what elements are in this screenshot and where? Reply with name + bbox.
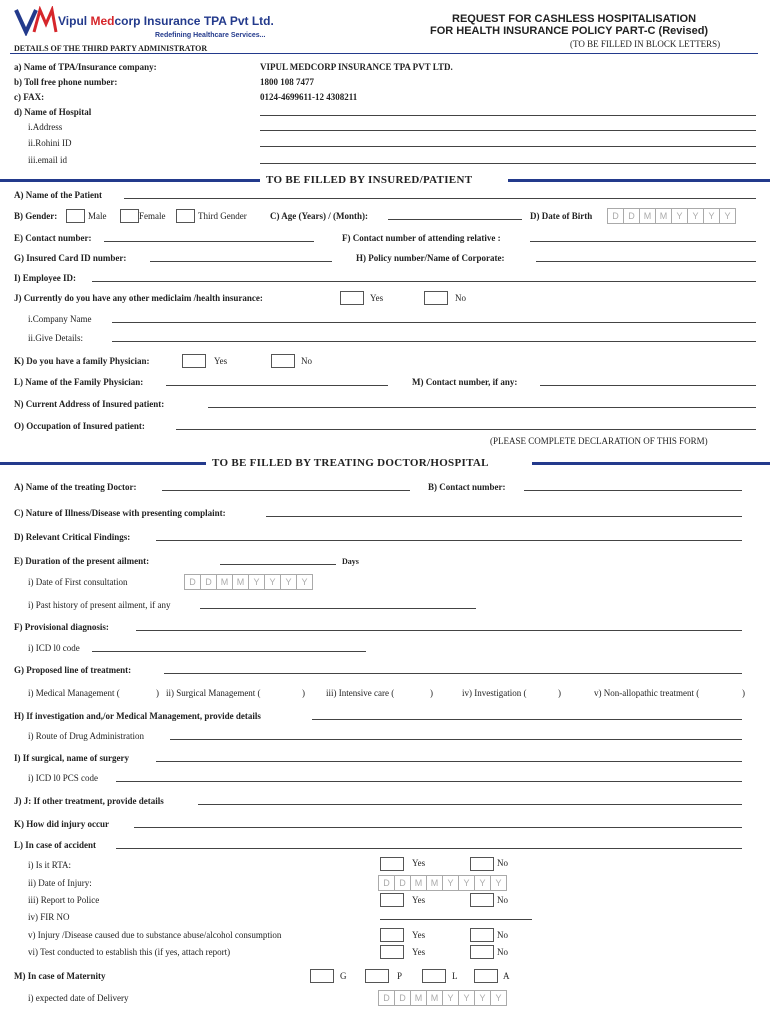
doctor-name-label: A) Name of the treating Doctor: [14, 482, 137, 492]
doctor-contact-label: B) Contact number: [428, 482, 506, 492]
illness-nature-label: C) Nature of Illness/Disease with presenting complaint: [14, 508, 226, 518]
police-report-no-label: No [497, 895, 508, 905]
maternity-g-label: G [340, 971, 347, 981]
policy-number-label: H) Policy number/Name of Corporate: [356, 253, 505, 263]
first-consultation-label: i) Date of First consultation [28, 577, 128, 587]
gender-label: B) Gender: [14, 211, 58, 221]
maternity-p-box[interactable] [365, 969, 389, 983]
icd10-code-label: i) ICD l0 code [28, 643, 80, 653]
rohini-id-label: ii.Rohini ID [28, 138, 72, 148]
expected-delivery-date-field[interactable]: D D M M Y Y Y Y [378, 990, 507, 1006]
insured-section-title: TO BE FILLED BY INSURED/PATIENT [266, 174, 473, 186]
family-physician-yes-checkbox[interactable] [182, 354, 206, 368]
give-details-field[interactable] [112, 341, 756, 342]
occupation-label: O) Occupation of Insured patient: [14, 421, 145, 431]
company-logo [14, 6, 58, 36]
tpa-name-label: a) Name of TPA/Insurance company: [14, 62, 157, 72]
contact-number-field[interactable] [104, 241, 314, 242]
fax-label: c) FAX: [14, 92, 45, 102]
treatment-surgical-label: ii) Surgical Management ( [166, 688, 261, 698]
investigation-details-field[interactable] [312, 719, 742, 720]
other-insurance-yes-label: Yes [370, 293, 384, 303]
age-field[interactable] [388, 219, 522, 220]
drug-route-field[interactable] [170, 739, 742, 740]
fir-number-label: iv) FIR NO [28, 912, 70, 922]
maternity-label: M) In case of Maternity [14, 971, 106, 981]
relative-contact-label: F) Contact number of attending relative : [342, 233, 501, 243]
test-conducted-no-checkbox[interactable] [470, 945, 494, 959]
policy-number-field[interactable] [536, 261, 756, 262]
dob-date-field[interactable]: D D M M Y Y Y Y [607, 208, 736, 224]
card-id-label: G) Insured Card ID number: [14, 253, 127, 263]
gender-third-label: Third Gender [198, 211, 247, 221]
dob-label: D) Date of Birth [530, 211, 593, 221]
other-insurance-no-checkbox[interactable] [424, 291, 448, 305]
hospital-address-field[interactable] [260, 130, 756, 131]
rohini-id-field[interactable] [260, 146, 756, 147]
current-address-field[interactable] [208, 407, 756, 408]
doctor-contact-field[interactable] [524, 490, 742, 491]
tpa-name-value: VIPUL MEDCORP INSURANCE TPA PVT LTD. [260, 62, 453, 72]
test-conducted-yes-label: Yes [412, 947, 426, 957]
expected-delivery-label: i) expected date of Delivery [28, 993, 129, 1003]
contact-number-label: E) Contact number: [14, 233, 92, 243]
substance-abuse-no-checkbox[interactable] [470, 928, 494, 942]
age-label: C) Age (Years) / (Month): [270, 211, 368, 221]
test-conducted-yes-checkbox[interactable] [380, 945, 404, 959]
icd10-pcs-label: i) ICD l0 PCS code [28, 773, 99, 783]
other-treatment-field[interactable] [198, 804, 742, 805]
treatment-surgical-close[interactable]: ) [302, 688, 305, 698]
first-consultation-date-field[interactable]: D D M M Y Y Y Y [184, 574, 313, 590]
company-tagline: Redefining Healthcare Services... [155, 32, 266, 39]
rta-yes-checkbox[interactable] [380, 857, 404, 871]
tpa-details-heading: DETAILS OF THE THIRD PARTY ADMINISTRATOR [14, 44, 208, 53]
doctor-section-bar-left [0, 462, 206, 465]
ailment-duration-days: Days [342, 557, 359, 566]
treatment-nonallopathic-label: v) Non-allopathic treatment ( [594, 688, 700, 698]
other-insurance-yes-checkbox[interactable] [340, 291, 364, 305]
proposed-treatment-label: G) Proposed line of treatment: [14, 665, 132, 675]
substance-abuse-no-label: No [497, 930, 508, 940]
hospital-address-label: i.Address [28, 122, 63, 132]
maternity-l-label: L [452, 971, 458, 981]
accident-label: L) In case of accident [14, 840, 96, 850]
injury-occurrence-label: K) How did injury occur [14, 819, 110, 829]
accident-field[interactable] [116, 848, 742, 849]
family-physician-label: K) Do you have a family Physician: [14, 356, 150, 366]
declaration-note: (PLEASE COMPLETE DECLARATION OF THIS FORM) [490, 436, 708, 446]
injury-date-field[interactable]: D D M M Y Y Y Y [378, 875, 507, 891]
injury-date-label: ii) Date of Injury: [28, 878, 92, 888]
current-address-label: N) Current Address of Insured patient: [14, 399, 165, 409]
other-insurance-no-label: No [455, 293, 466, 303]
patient-name-field[interactable] [124, 198, 756, 199]
hospital-name-label: d) Name of Hospital [14, 107, 92, 117]
other-treatment-label: J) J: If other treatment, provide details [14, 796, 164, 806]
maternity-a-label: A [503, 971, 510, 981]
card-id-field[interactable] [150, 261, 332, 262]
maternity-l-box[interactable] [422, 969, 446, 983]
maternity-g-box[interactable] [310, 969, 334, 983]
family-physician-name-label: L) Name of the Family Physician: [14, 377, 144, 387]
maternity-a-box[interactable] [474, 969, 498, 983]
substance-abuse-yes-checkbox[interactable] [380, 928, 404, 942]
physician-contact-field[interactable] [540, 385, 756, 386]
form-title-line1: REQUEST FOR CASHLESS HOSPITALISATION [452, 13, 697, 25]
test-conducted-no-label: No [497, 947, 508, 957]
doctor-section-bar-right [532, 462, 770, 465]
employee-id-label: I) Employee ID: [14, 273, 76, 283]
company-name-label: i.Company Name [28, 314, 92, 324]
past-history-field[interactable] [200, 608, 476, 609]
police-report-yes-checkbox[interactable] [380, 893, 404, 907]
surgery-name-label: I) If surgical, name of surgery [14, 753, 129, 763]
injury-occurrence-field[interactable] [134, 827, 742, 828]
fir-number-field[interactable] [380, 919, 532, 920]
insured-section-bar-left [0, 179, 260, 182]
treatment-intensive-close[interactable]: ) [430, 688, 433, 698]
header-divider [10, 53, 758, 54]
ailment-duration-field[interactable] [220, 564, 336, 565]
treatment-medical-close[interactable]: ) [156, 688, 159, 698]
police-report-no-checkbox[interactable] [470, 893, 494, 907]
patient-name-label: A) Name of the Patient [14, 190, 102, 200]
rta-no-label: No [497, 858, 508, 868]
email-id-field[interactable] [260, 163, 756, 164]
treatment-nonallopathic-close[interactable]: ) [742, 688, 745, 698]
critical-findings-field[interactable] [156, 540, 742, 541]
toll-free-label: b) Toll free phone number: [14, 77, 118, 87]
fax-value: 0124-4699611-12 4308211 [260, 92, 358, 102]
gender-male-label: Male [88, 211, 107, 221]
company-name-field[interactable] [112, 322, 756, 323]
other-insurance-label: J) Currently do you have any other mediclaim /health insurance: [14, 293, 263, 303]
icd10-code-field[interactable] [92, 651, 366, 652]
police-report-yes-label: Yes [412, 895, 426, 905]
illness-nature-field[interactable] [266, 516, 742, 517]
substance-abuse-label: v) Injury /Disease caused due to substance abuse/alcohol consumption [28, 930, 282, 940]
icd10-pcs-field[interactable] [116, 781, 742, 782]
proposed-treatment-field[interactable] [164, 673, 742, 674]
treatment-investigation-close[interactable]: ) [558, 688, 561, 698]
drug-route-label: i) Route of Drug Administration [28, 731, 144, 741]
family-physician-no-checkbox[interactable] [271, 354, 295, 368]
family-physician-yes-label: Yes [214, 356, 228, 366]
insured-section-bar-right [508, 179, 770, 182]
relative-contact-field[interactable] [530, 241, 756, 242]
treatment-investigation-label: iv) Investigation ( [462, 688, 527, 698]
employee-id-field[interactable] [92, 281, 756, 282]
doctor-name-field[interactable] [162, 490, 410, 491]
give-details-label: ii.Give Details: [28, 333, 83, 343]
maternity-p-label: P [397, 971, 403, 981]
investigation-details-label: H) If investigation and,/or Medical Management, provide details [14, 711, 261, 721]
family-physician-name-field[interactable] [166, 385, 388, 386]
provisional-diagnosis-field[interactable] [136, 630, 742, 631]
doctor-section-title: TO BE FILLED BY TREATING DOCTOR/HOSPITAL [212, 457, 489, 469]
gender-male-checkbox[interactable] [66, 209, 85, 223]
rta-label: i) Is it RTA: [28, 860, 71, 870]
surgery-name-field[interactable] [156, 761, 742, 762]
email-id-label: iii.email id [28, 155, 67, 165]
occupation-field[interactable] [176, 429, 756, 430]
rta-yes-label: Yes [412, 858, 426, 868]
past-history-label: i) Past history of present ailment, if any [28, 600, 171, 610]
physician-contact-label: M) Contact number, if any: [412, 377, 518, 387]
test-conducted-label: vi) Test conducted to establish this (if yes, attach report) [28, 947, 231, 957]
gender-third-checkbox[interactable] [176, 209, 195, 223]
gender-female-checkbox[interactable] [120, 209, 139, 223]
police-report-label: iii) Report to Police [28, 895, 100, 905]
form-title-line2: FOR HEALTH INSURANCE POLICY PART-C (Revised) [430, 25, 709, 37]
hospital-name-field[interactable] [260, 115, 756, 116]
gender-female-label: Female [139, 211, 166, 221]
form-title-line3: (TO BE FILLED IN BLOCK LETTERS) [570, 39, 721, 49]
provisional-diagnosis-label: F) Provisional diagnosis: [14, 622, 109, 632]
treatment-medical-label: i) Medical Management ( [28, 688, 120, 698]
rta-no-checkbox[interactable] [470, 857, 494, 871]
company-name: Vipul Medcorp Insurance TPA Pvt Ltd. [58, 14, 274, 28]
treatment-intensive-label: iii) Intensive care ( [326, 688, 395, 698]
toll-free-value: 1800 108 7477 [260, 77, 314, 87]
substance-abuse-yes-label: Yes [412, 930, 426, 940]
ailment-duration-label: E) Duration of the present ailment: [14, 556, 150, 566]
family-physician-no-label: No [301, 356, 312, 366]
critical-findings-label: D) Relevant Critical Findings: [14, 532, 131, 542]
